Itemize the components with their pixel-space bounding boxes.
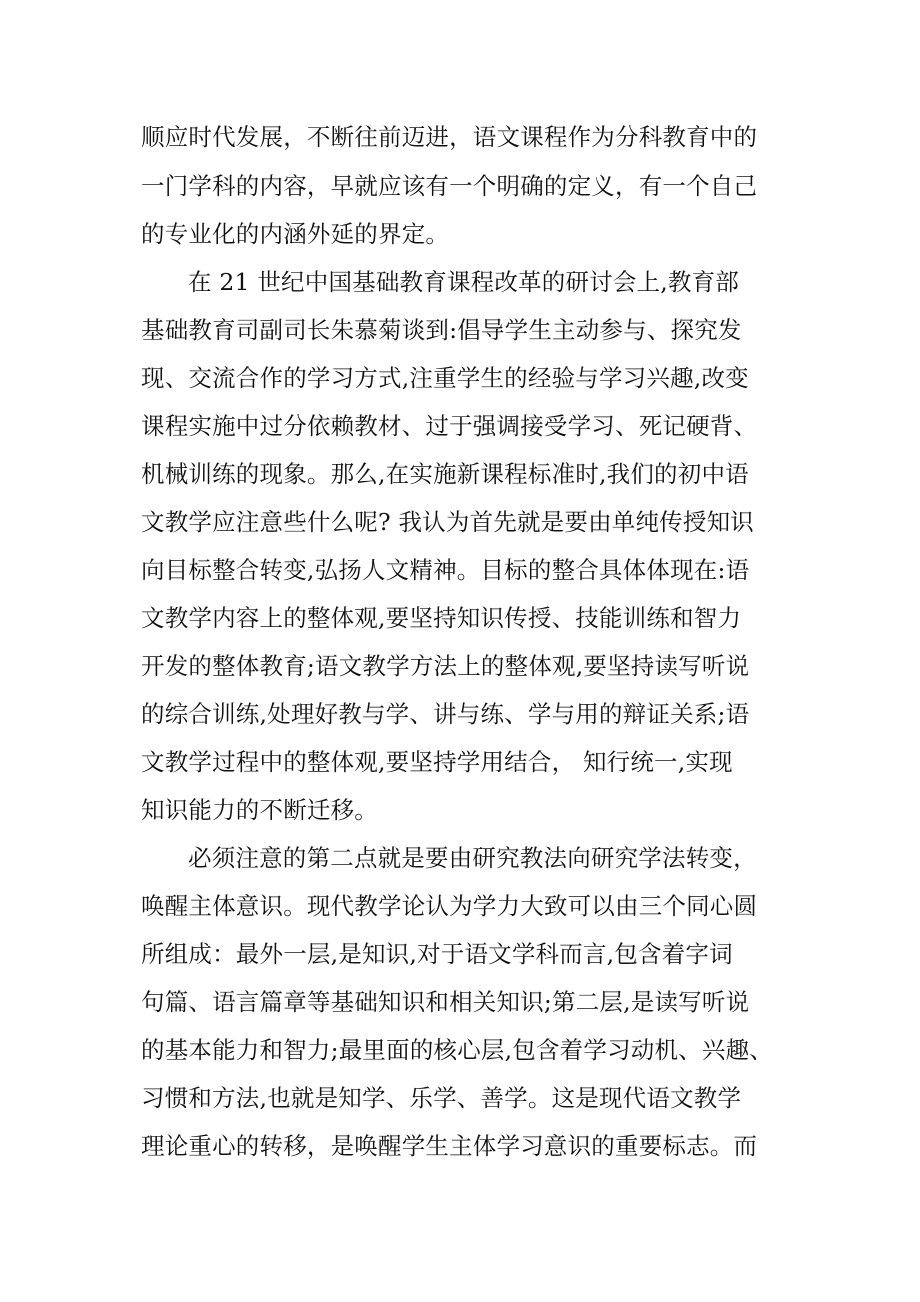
text-line: 顺应时代发展，不断往前迈进，语文课程作为分科教育中的 xyxy=(141,123,758,151)
text-line: 理论重心的转移，是唤醒学生主体学习意识的重要标志。而 xyxy=(141,1132,758,1160)
text-line: 文教学应注意些什么呢? 我认为首先就是要由单纯传授知识 xyxy=(141,508,754,536)
text-line: 文教学过程中的整体观,要坚持学用结合， 知行统一,实现 xyxy=(141,748,733,776)
text-line: 唤醒主体意识。现代教学论认为学力大致可以由三个同心圆 xyxy=(141,892,758,920)
text-line: 在 21 世纪中国基础教育课程改革的研讨会上,教育部 xyxy=(188,268,740,296)
text-line: 现、交流合作的学习方式,注重学生的经验与学习兴趣,改变 xyxy=(141,364,749,392)
text-line: 必须注意的第二点就是要由研究教法向研究学法转变， xyxy=(188,844,757,872)
text-line: 机械训练的现象。那么,在实施新课程标准时,我们的初中语 xyxy=(141,460,749,488)
text-line: 所组成：最外一层,是知识,对于语文学科而言,包含着字词 xyxy=(141,940,733,968)
text-line: 句篇、语言篇章等基础知识和相关知识;第二层,是读写听说 xyxy=(141,988,750,1016)
text-line: 的专业化的内涵外延的界定。 xyxy=(141,220,450,248)
text-line: 向目标整合转变,弘扬人文精神。目标的整合具体体现在:语 xyxy=(141,556,750,584)
text-line: 的基本能力和智力;最里面的核心层,包含着学习动机、兴趣、 xyxy=(141,1036,773,1064)
text-line: 的综合训练,处理好教与学、讲与练、学与用的辩证关系;语 xyxy=(141,700,750,728)
text-line: 课程实施中过分依赖教材、过于强调接受学习、死记硬背、 xyxy=(141,412,758,440)
text-line: 知识能力的不断迁移。 xyxy=(141,796,378,824)
text-line: 开发的整体教育;语文教学方法上的整体观,要坚持读写听说 xyxy=(141,652,750,680)
text-line: 习惯和方法,也就是知学、乐学、善学。这是现代语文教学 xyxy=(141,1084,742,1112)
text-line: 文教学内容上的整体观,要坚持知识传授、技能训练和智力 xyxy=(141,604,742,632)
text-line: 基础教育司副司长朱慕菊谈到:倡导学生主动参与、探究发 xyxy=(141,316,742,344)
text-line: 一门学科的内容，早就应该有一个明确的定义，有一个自己 xyxy=(141,172,758,200)
